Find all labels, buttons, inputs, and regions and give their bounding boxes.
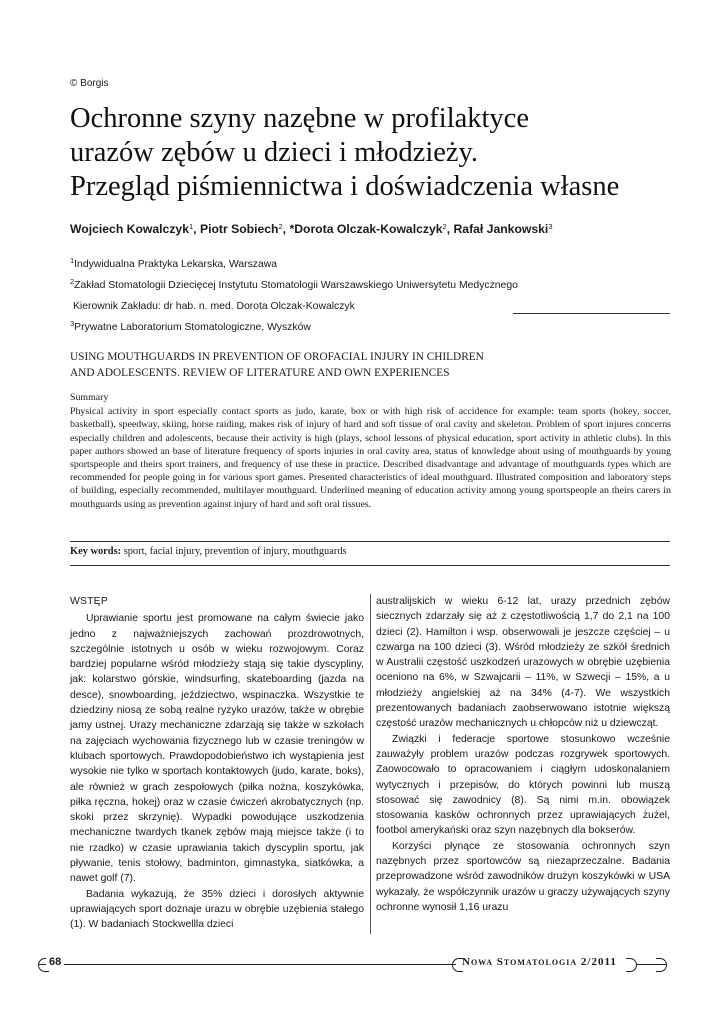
- affiliation-mark: 1: [70, 256, 75, 265]
- journal-name: Nowa Stomatologia 2/2011: [462, 956, 617, 968]
- affiliation-text: Kierownik Zakładu: dr hab. n. med. Dorota Olczak-Kowalczyk: [73, 301, 355, 312]
- affiliation: [70, 315, 670, 336]
- keywords-top-rule: [70, 541, 670, 542]
- affiliation-text: Zakład Stomatologii Dziecięcej Instytutu Stomatologii Warszawskiego Uniwersytetu Medycznego: [74, 280, 518, 291]
- author-affiliation-mark: 2: [278, 222, 283, 231]
- english-title-line: USING MOUTHGUARDS IN PREVENTION OF OROFACIAL INJURY IN CHILDREN: [70, 351, 484, 363]
- body-paragraph: Korzyści płynące ze stosowania ochronnych szyn nazębnych przez sportowców są niezaprzeczalne. Badania przeprowadzone wśród zawodników drużyn koszykówki w USA wykazały, że współczynnik urazów u graczy używających szyny ochronne wynosił 1,16 urazu: [376, 840, 670, 913]
- affiliation: [70, 294, 670, 315]
- author-name: Wojciech Kowalczyk: [70, 222, 189, 236]
- author: [289, 222, 453, 236]
- summary-section: [70, 391, 671, 511]
- english-title: [70, 349, 680, 381]
- author-list: [70, 222, 690, 236]
- summary-heading: Summary: [70, 392, 109, 403]
- author-separator: ,: [193, 222, 200, 236]
- footer-bracket: [656, 958, 667, 972]
- author: [200, 222, 290, 236]
- keywords: [70, 546, 670, 557]
- column-divider: [370, 594, 371, 934]
- body-paragraph: Uprawianie sportu jest promowane na całym świecie jako jedno z najważniejszych zachowań prozdrowotnych, szczególnie istotnych u osób w wieku rozwojowym. Coraz bardziej popularne wśród młodzieży stają się takie dyscypliny, jak: kolarstwo górskie, windsurfing, skateboarding (jazda na desce), snowboarding, jeździectwo, wspinaczka. Wszystkie te dziedziny niosą ze sobą realne ryzyko urazów, także w obrębie jamy ustnej. Urazy mechaniczne zdarzają się także w szkołach na zajęciach wychowania fizycznego lub w czasie treningów w klubach sportowych. Prawdopodobieństwo ich wystąpienia jest wysokie nie tylko w sportach kontaktowych (judo, karate, boks), ale również w grach zespołowych (piłka nożna, koszykówka, piłka ręczna, hokej) oraz w czasie ćwiczeń akrobatycznych (np. skoki przez skrzynię). Wypadki powodujące uszkodzenia mechaniczne twardych tkanek zębów mają miejsce także (i to nie rzadko) w czasie uprawiania takich dyscyplin sportu, jak pływanie, tenis stołowy, badminton, gimnastyka, siatkówka, a nawet golf (7).: [70, 613, 364, 885]
- author-affiliation-mark: 1: [188, 222, 194, 231]
- author-name: *Dorota Olczak-Kowalczyk: [289, 222, 443, 236]
- author-separator: ,: [282, 222, 290, 236]
- affiliation-text: Indywidualna Praktyka Lekarska, Warszawa: [74, 259, 278, 270]
- affiliation: [70, 273, 670, 294]
- affiliation-list: [70, 252, 670, 336]
- author-name: Piotr Sobiech: [199, 222, 279, 236]
- english-title-line: AND ADOLESCENTS. REVIEW OF LITERATURE AND OWN EXPERIENCES: [70, 367, 450, 379]
- summary-body: Physical activity in sport especially contact sports as judo, karate, box or with high risk of accidence for example: team sports (hokey, soccer, basketball), speedway, skiing, horse raiding, makes risk of injury of hard and soft tissue of oral cavity and skeleton. Problem of sport injures concerns especially children and adolescents, because their activity is high (plays, school lessons of physical education, sport activity in athletic clubs). In this paper authors showed an base of literature frequency of sports injuries in oral cavity area, status of knowledge about using of mouthguards by young sportspeople and theirs sport trainers, and frequency of use these in practice. Described disadvantage and advantage of mouthguards types which are recommended for people going in for various sport games. Presented characteristics of ideal mouthguard. Illustrated composition and laboratory steps of building, especially recommended, multilayer mouthguard. Underlined meaning of education activity among young sportspeople an theirs carers in mouthguards using as prevention against injury of hard and soft oral tissues.: [70, 406, 671, 510]
- author-affiliation-mark: 3: [548, 222, 553, 231]
- keywords-text: sport, facial injury, prevention of injury, mouthguards: [121, 546, 347, 557]
- author: [70, 222, 200, 236]
- footer-bracket: [626, 958, 637, 972]
- affiliation-mark: 3: [70, 319, 75, 328]
- title-line: urazów zębów u dzieci i młodzieży.: [70, 137, 479, 168]
- left-column: [70, 594, 364, 933]
- page-footer: [0, 956, 724, 976]
- title-line: Przegląd piśmiennictwa i doświadczenia własne: [70, 171, 620, 202]
- body-paragraph: Związki i federacje sportowe stosunkowo wcześnie zauważyły problem urazów podczas rozgrywek sportowych. Zaowocowało to opracowaniem i ciągłym udoskonalaniem wytycznych i przepisów, do których powinni lub muszą stosować się zawodnicy (8). Są nimi m.in. obowiązek stosowania kasków ochronnych przez uprawiających żużel, footbol amerykański oraz szyn nazębnych dla bokserów.: [376, 733, 670, 837]
- author-affiliation-mark: 2: [442, 222, 447, 231]
- author-separator: ,: [446, 222, 454, 236]
- body-paragraph: australijskich w wieku 6-12 lat, urazy przednich zębów siecznych zdarzały się aż z częstotliwością 1,7 do 2,1 na 100 dzieci (2). Hamilton i wsp. obserwowali je jeszcze częściej – u czwarga na 100 dzieci (3). Wśród młodzieży ze szkół średnich w Australii częstość uszkodzeń urazowych w obrębie uzębienia oceniono na 6%, w Szwajcarii – 11%, w Szwecji – 15%, a u młodzieży angielskiej aż na 34% (4-7). We wszystkich prezentowanych badaniach zaobserwowano istotnie większą częstość urazów mechanicznych u chłopców niż u dziewcząt.: [376, 596, 670, 730]
- copyright-notice: © Borgis: [70, 78, 109, 89]
- affiliation-mark: 2: [70, 277, 75, 286]
- affiliation: [70, 252, 670, 273]
- keywords-bottom-rule: [70, 565, 670, 566]
- body-paragraph: Badania wykazują, że 35% dzieci i dorosłych aktywnie uprawiających sport doznaje urazu w obrębie uzębienia stałego (1). W badaniach Stockwellla dzieci: [70, 888, 364, 931]
- affiliation-divider: [513, 313, 670, 314]
- section-heading: WSTĘP: [70, 596, 108, 607]
- page-number: 68: [46, 956, 64, 968]
- footer-rule: [38, 964, 456, 965]
- keywords-label: Key words:: [70, 546, 122, 557]
- author-name: Rafał Jankowski: [453, 222, 549, 236]
- affiliation-text: Prywatne Laboratorium Stomatologiczne, Wyszków: [74, 322, 311, 333]
- author: [453, 222, 552, 236]
- right-column: [376, 594, 670, 915]
- title-line: Ochronne szyny nazębne w profilaktyce: [70, 103, 529, 134]
- article-title: [70, 102, 670, 204]
